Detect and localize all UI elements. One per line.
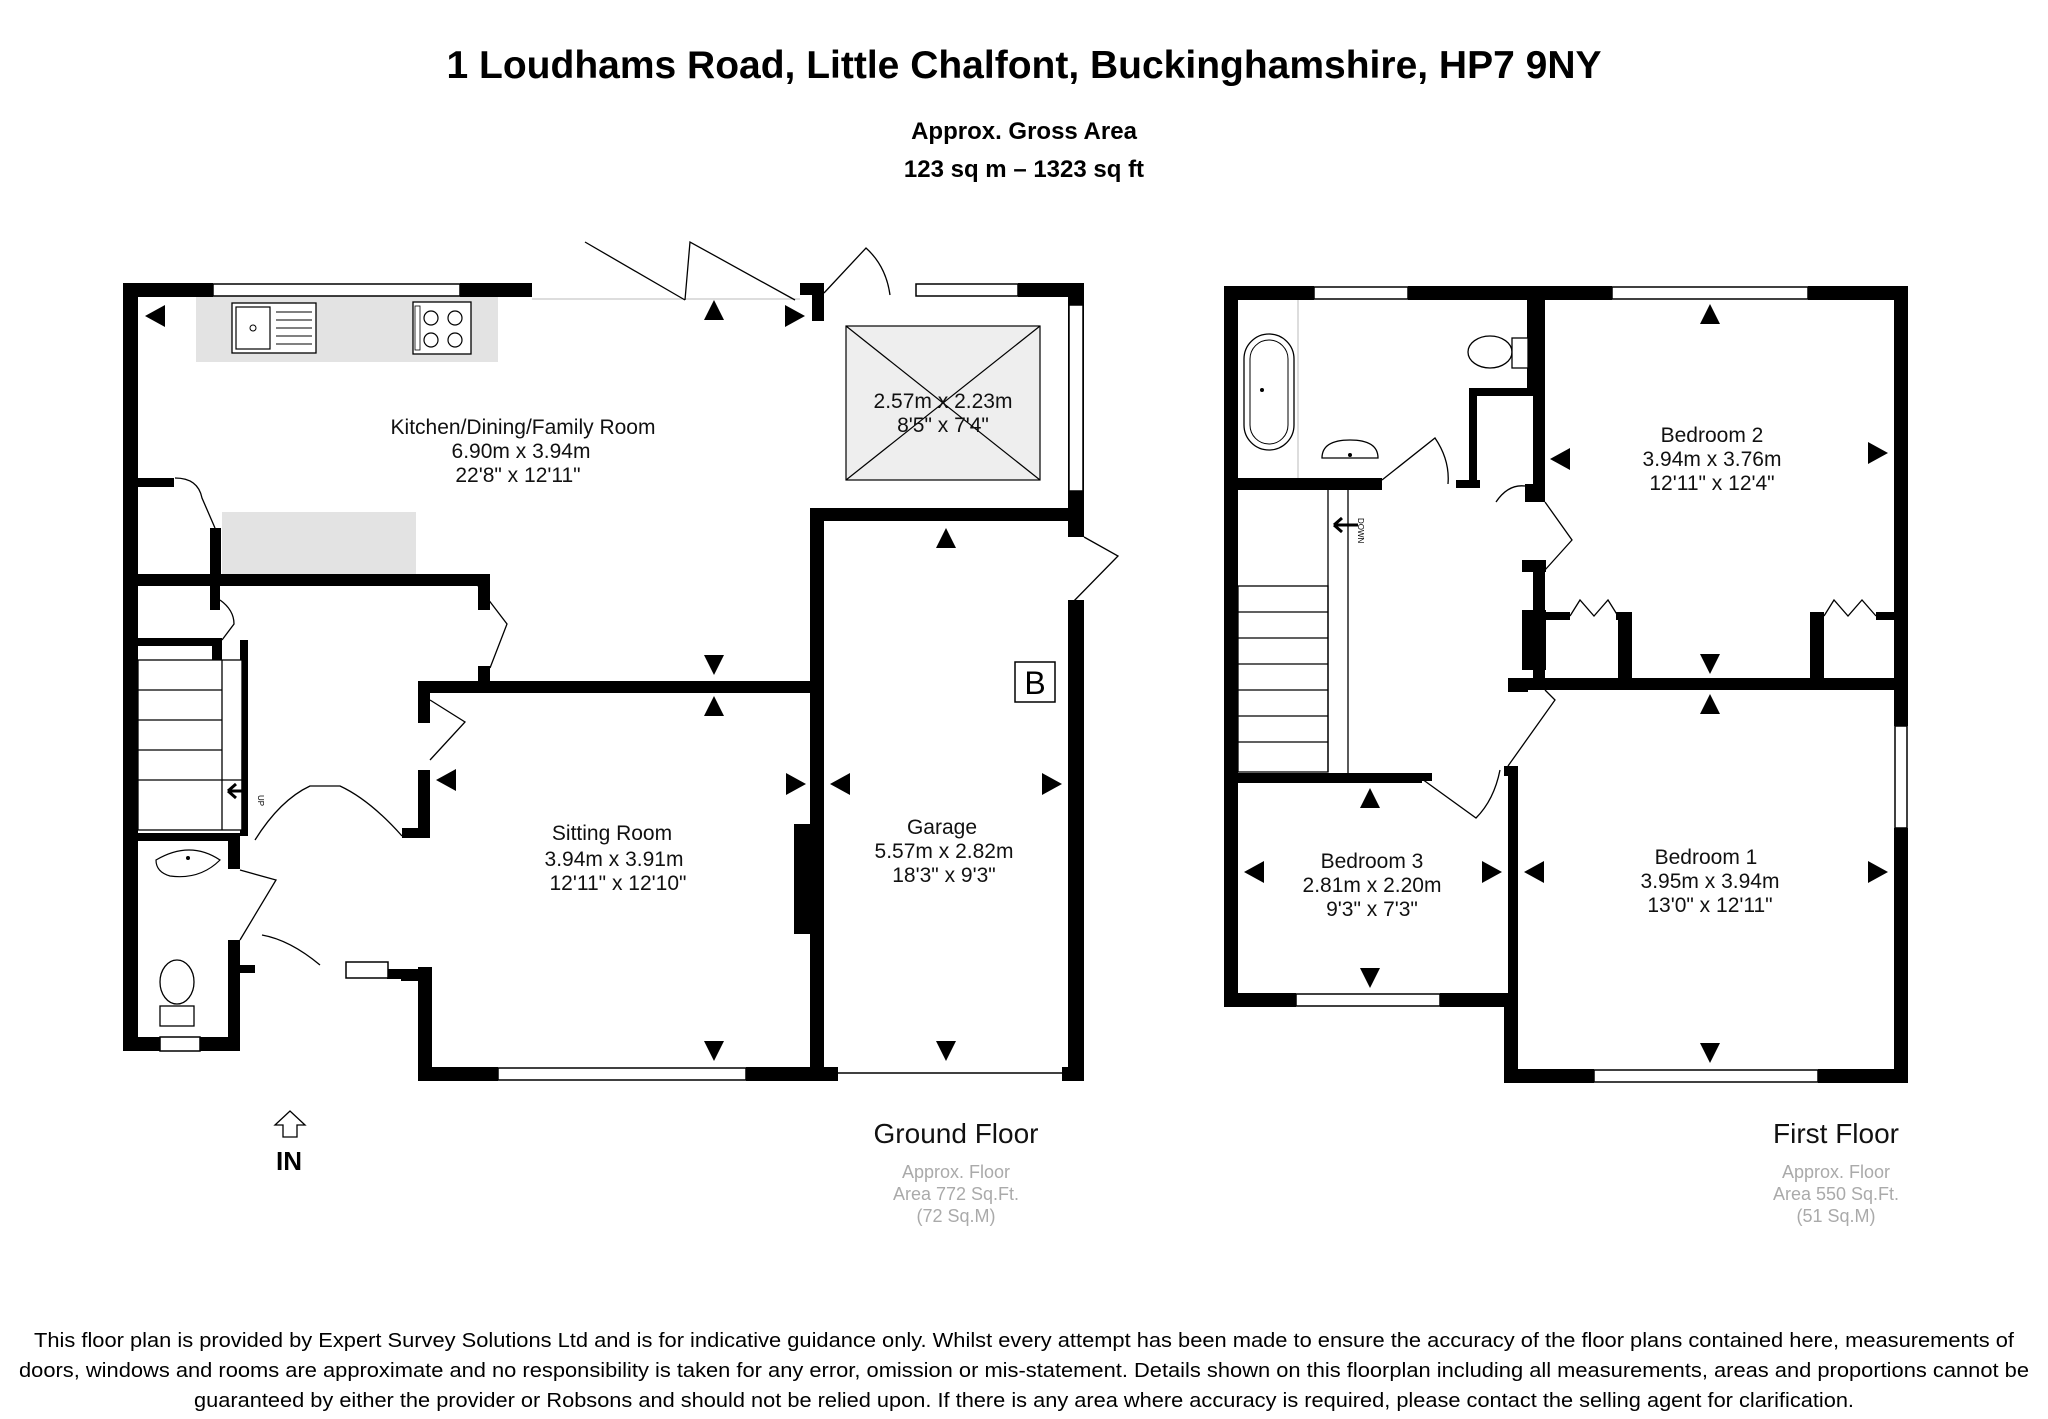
conservatory-window-side xyxy=(1069,305,1083,491)
hall-window xyxy=(346,962,388,978)
bedroom2-metric-size: 3.94m x 3.76m xyxy=(1642,448,1782,471)
entrance-label: IN xyxy=(276,1146,302,1176)
first-floor-title: First Floor xyxy=(1773,1118,1899,1149)
bedroom1-side-window xyxy=(1895,726,1907,828)
entrance-arrow-icon xyxy=(275,1111,305,1137)
wc-window xyxy=(160,1037,200,1051)
bathroom-window xyxy=(1314,287,1408,299)
kitchen-window xyxy=(213,284,460,296)
sitting-room-imperial-size: 12'11" x 12'10" xyxy=(549,872,687,895)
kitchen-metric-size: 6.90m x 3.94m xyxy=(451,440,591,463)
kitchen-imperial-size: 22'8" x 12'11" xyxy=(455,464,581,487)
ground-floor-area-line2: Area 772 Sq.Ft. xyxy=(892,1184,1020,1204)
bedroom3-imperial-size: 9'3" x 7'3" xyxy=(1326,898,1418,921)
conservatory-metric-size: 2.57m x 2.23m xyxy=(873,390,1013,413)
bedroom3-metric-size: 2.81m x 2.20m xyxy=(1302,874,1442,897)
property-address: 1 Loudhams Road, Little Chalfont, Buckinghamshire, HP7 9NY xyxy=(446,44,1602,87)
first-floor-plan xyxy=(1224,286,1908,1226)
bedroom2-imperial-size: 12'11" x 12'4" xyxy=(1649,472,1775,495)
ground-floor-area-line1: Approx. Floor xyxy=(901,1162,1011,1182)
boiler-icon xyxy=(1015,662,1055,702)
stairs-down-arrow-icon xyxy=(1334,518,1358,532)
bedroom2-name: Bedroom 2 xyxy=(1660,424,1764,447)
stairs-up-label: UP xyxy=(256,795,265,807)
basin-icon xyxy=(156,850,220,877)
sitting-room-name: Sitting Room xyxy=(551,822,673,845)
first-floor-area-line2: Area 550 Sq.Ft. xyxy=(1772,1184,1900,1204)
kitchen-sink-icon xyxy=(232,303,316,353)
ground-floor-title: Ground Floor xyxy=(873,1118,1039,1149)
gross-area-label: Approx. Gross Area xyxy=(911,118,1137,145)
first-floor-area-line3: (51 Sq.M) xyxy=(1796,1206,1876,1226)
ground-floor-plan xyxy=(123,242,1118,1226)
stairs-down-label: DOWN xyxy=(1356,518,1365,544)
conservatory-window-top xyxy=(916,284,1018,296)
garage-imperial-size: 18'3" x 9'3" xyxy=(892,864,996,887)
garage-metric-size: 5.57m x 2.82m xyxy=(874,840,1014,863)
kitchen-island xyxy=(222,512,416,574)
gross-area-value: 123 sq m – 1323 sq ft xyxy=(903,156,1145,183)
bedroom1-metric-size: 3.95m x 3.94m xyxy=(1640,870,1780,893)
bedroom1-window xyxy=(1594,1070,1818,1082)
first-floor-area-line1: Approx. Floor xyxy=(1781,1162,1891,1182)
disclaimer-line-1: This floor plan is provided by Expert Survey Solutions Ltd and is for indicative guidance only. Whilst every attempt has been made to ensure the accuracy of the floor plans contained here, measurements of xyxy=(34,1330,2015,1352)
svg-text:B: B xyxy=(1024,665,1046,701)
bedroom1-name: Bedroom 1 xyxy=(1654,846,1758,869)
bedroom2-window xyxy=(1612,287,1808,299)
conservatory-imperial-size: 8'5" x 7'4" xyxy=(897,414,989,437)
kitchen-room-name: Kitchen/Dining/Family Room xyxy=(390,416,656,439)
ground-floor-wc xyxy=(156,850,220,1026)
sitting-room-metric-size: 3.94m x 3.91m xyxy=(544,848,684,871)
ground-floor-area-line3: (72 Sq.M) xyxy=(916,1206,996,1226)
kitchen-hob-icon xyxy=(413,302,471,354)
toilet-icon xyxy=(160,960,194,1004)
toilet-icon xyxy=(1468,336,1512,368)
sitting-room-window xyxy=(498,1068,746,1080)
disclaimer-line-3: guaranteed by either the provider or Robsons and should not be relied upon. If there is any area where accuracy is required, please contact the selling agent for clarification. xyxy=(194,1390,1854,1412)
bedroom3-name: Bedroom 3 xyxy=(1320,850,1424,873)
first-floor-stairs xyxy=(1238,490,1365,773)
bedroom1-imperial-size: 13'0" x 12'11" xyxy=(1647,894,1773,917)
disclaimer-line-2: doors, windows and rooms are approximate and no responsibility is taken for any error, omission or mis-statement. Details shown on this floorplan including all measurements, areas and proportions cannot be xyxy=(19,1360,2029,1382)
bedroom3-window xyxy=(1296,994,1440,1006)
garage-name: Garage xyxy=(906,816,978,839)
